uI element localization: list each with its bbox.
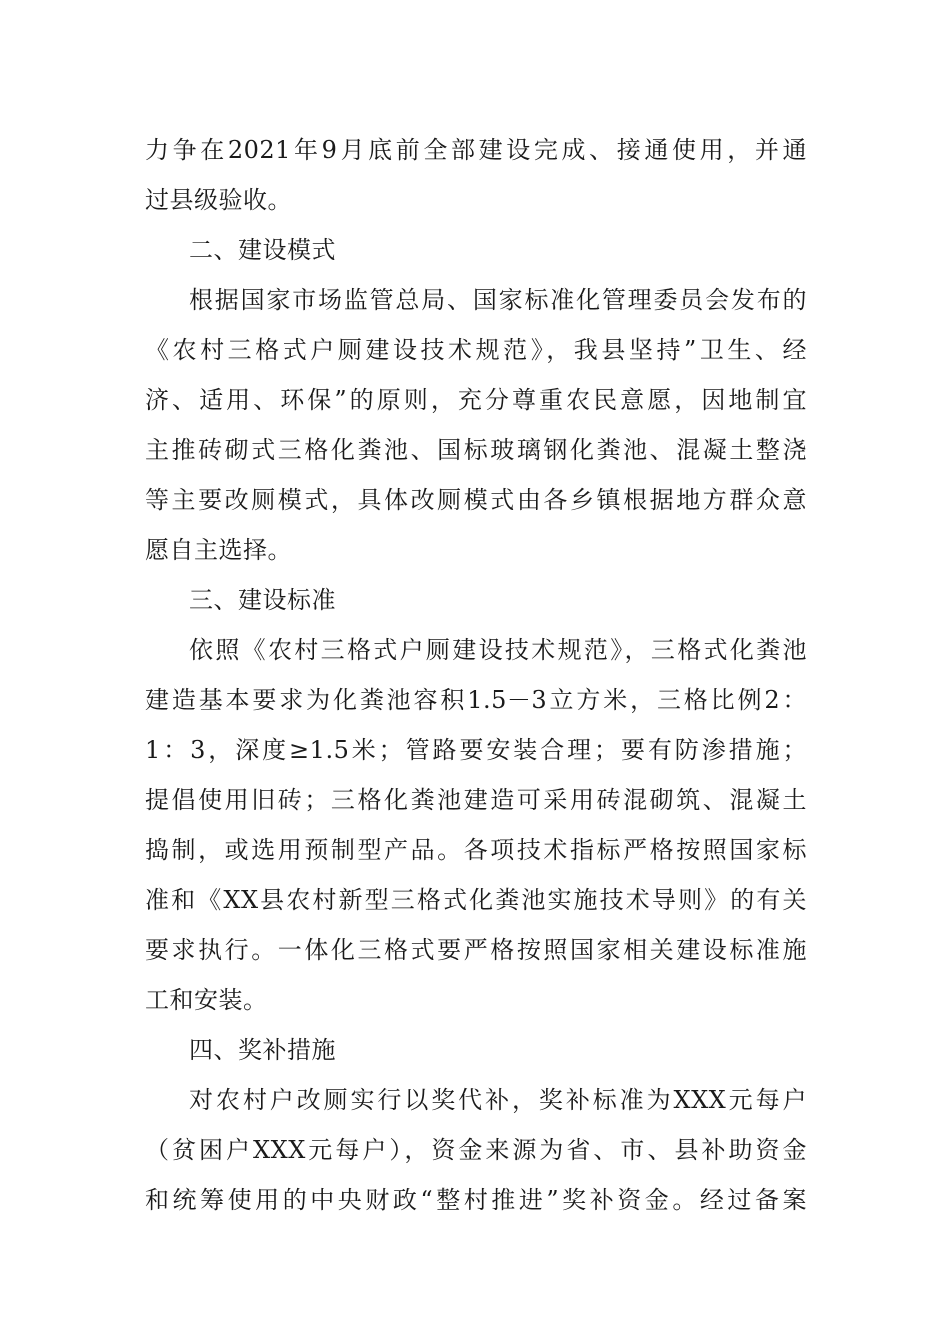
paragraph-line: 《农村三格式户厕建设技术规范》，我县坚持”卫生、经 [145,336,807,364]
paragraph-line: 根据国家市场监管总局、国家标准化管理委员会发布的 [189,286,807,314]
paragraph-line: 和统筹使用的中央财政“整村推进”奖补资金。经过备案 [145,1186,807,1214]
section-heading: 二、建设模式 [189,236,336,264]
paragraph-line: 依照《农村三格式户厕建设技术规范》，三格式化粪池 [189,636,807,664]
paragraph-line: 济、适用、环保”的原则，充分尊重农民意愿，因地制宜 [145,386,807,414]
section-heading: 三、建设标准 [189,586,336,614]
paragraph-line: 主推砖砌式三格化粪池、国标玻璃钢化粪池、混凝土整浇 [145,436,807,464]
paragraph-line: （贫困户XXX元每户），资金来源为省、市、县补助资金 [145,1136,807,1164]
paragraph-line: 1：3，深度≥1.5米；管路要安装合理；要有防渗措施； [145,736,807,764]
paragraph-line: 要求执行。一体化三格式要严格按照国家相关建设标准施 [145,936,807,964]
paragraph-line: 建造基本要求为化粪池容积1.5－3立方米，三格比例2： [145,686,807,714]
paragraph-line: 愿自主选择。 [145,536,292,564]
paragraph-line: 等主要改厕模式，具体改厕模式由各乡镇根据地方群众意 [145,486,807,514]
document-page [145,125,807,1225]
paragraph-line: 力争在2021年9月底前全部建设完成、接通使用，并通 [145,136,807,164]
paragraph-line: 过县级验收。 [145,186,292,214]
paragraph-line: 工和安装。 [145,986,268,1014]
section-heading: 四、奖补措施 [189,1036,336,1064]
paragraph-line: 提倡使用旧砖；三格化粪池建造可采用砖混砌筑、混凝土 [145,786,807,814]
paragraph-line: 准和《XX县农村新型三格式化粪池实施技术导则》的有关 [145,886,807,914]
paragraph-line: 对农村户改厕实行以奖代补，奖补标准为XXX元每户 [189,1086,807,1114]
paragraph-line: 捣制，或选用预制型产品。各项技术指标严格按照国家标 [145,836,807,864]
